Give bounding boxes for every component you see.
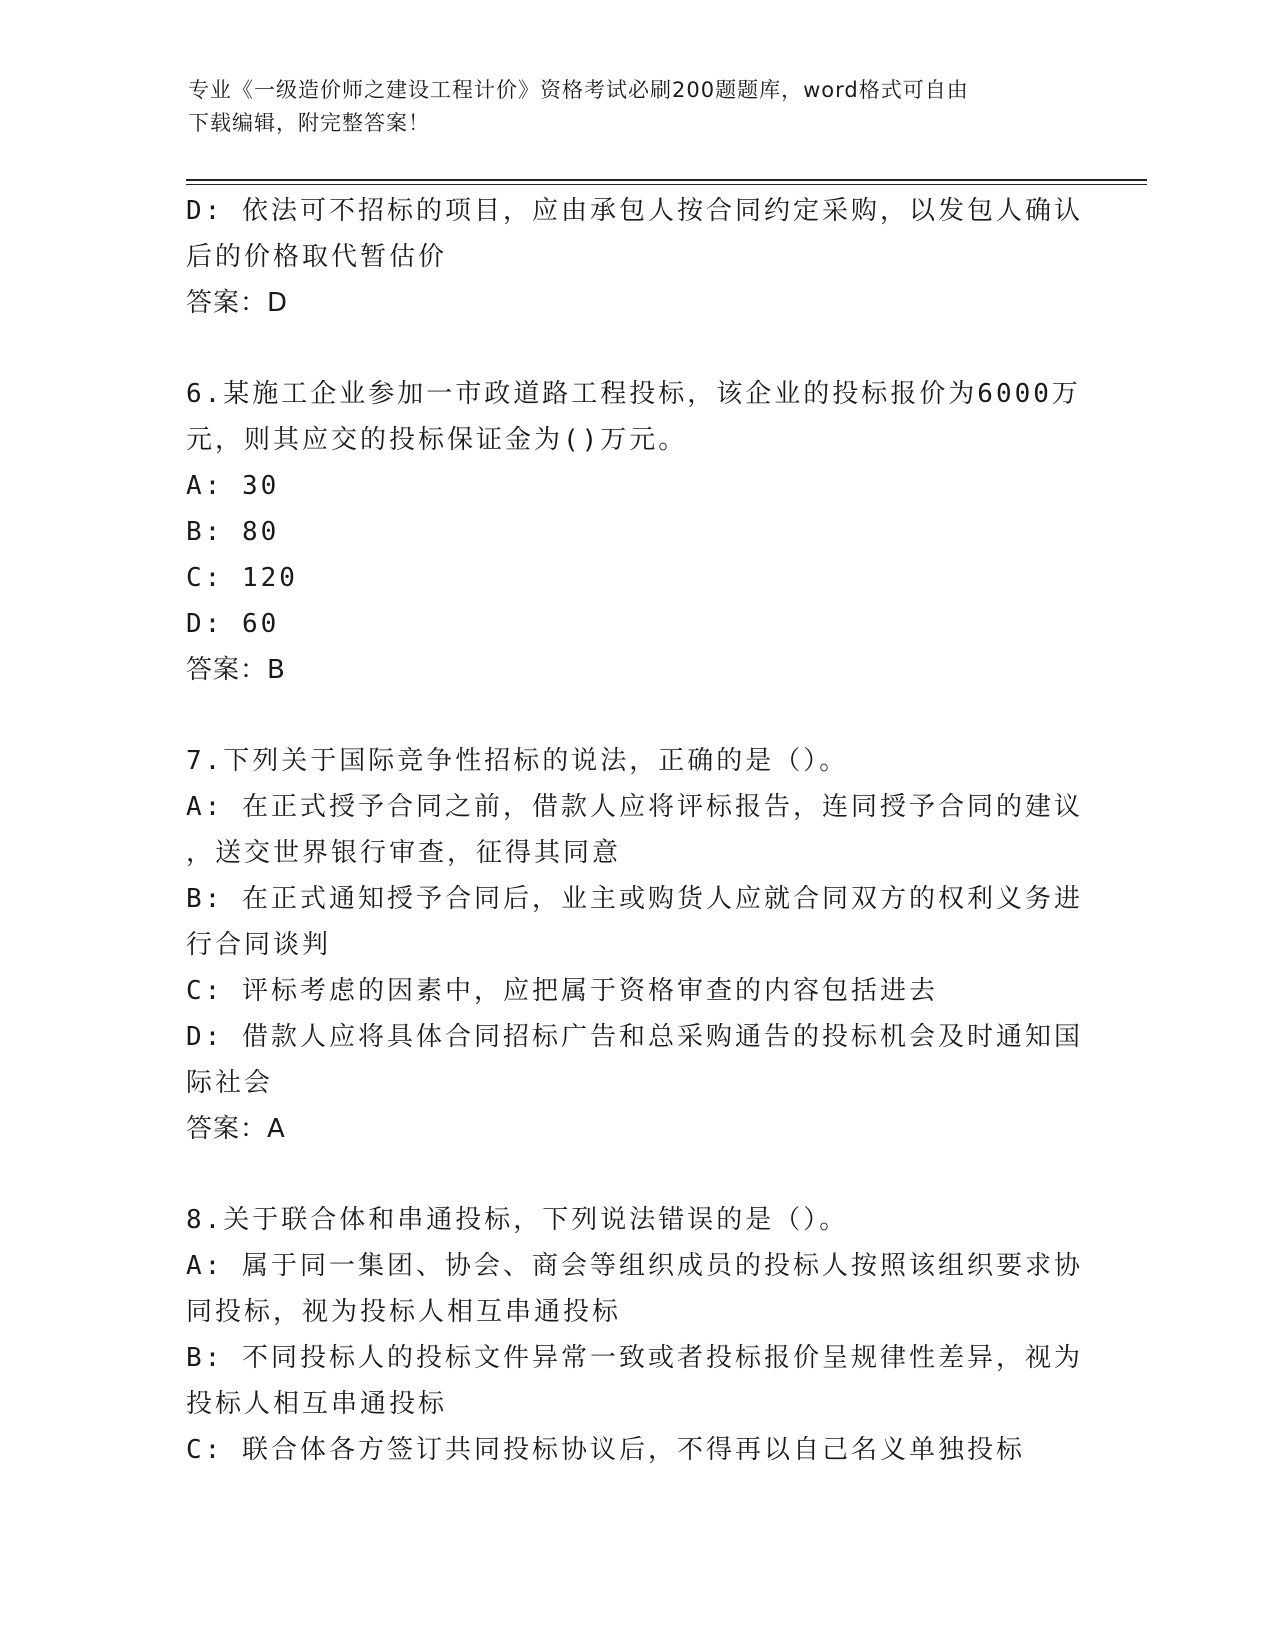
option-d-line-2: 际社会 xyxy=(186,1068,274,1098)
option-c: C: 联合体各方签订共同投标协议后，不得再以自己名义单独投标 xyxy=(186,1435,1025,1465)
answer-label: 答案：D xyxy=(186,288,289,318)
question-6 xyxy=(186,371,1081,693)
option-d: D: 60 xyxy=(186,609,280,639)
option-d-line-1: D: 借款人应将具体合同招标广告和总采购通告的投标机会及时通知国 xyxy=(186,1022,1083,1052)
option-d-line-2: 后的价格取代暂估价 xyxy=(186,242,448,272)
question-5-tail xyxy=(186,188,1083,326)
question-stem-line-1: 6.某施工企业参加一市政道路工程投标，该企业的投标报价为6000万 xyxy=(186,379,1081,409)
option-a: A: 30 xyxy=(186,471,280,501)
option-a-line-2: ，送交世界银行审查，征得其同意 xyxy=(186,838,622,868)
question-stem: 8.关于联合体和串通投标，下列说法错误的是（）。 xyxy=(186,1205,849,1235)
spacer xyxy=(186,326,1076,371)
question-content xyxy=(186,188,1083,1473)
page-header xyxy=(188,74,1068,140)
option-b-line-2: 行合同谈判 xyxy=(186,930,332,960)
option-b: B: 80 xyxy=(186,517,280,547)
option-c: C: 评标考虑的因素中，应把属于资格审查的内容包括进去 xyxy=(186,976,938,1006)
option-a-line-1: A: 在正式授予合同之前，借款人应将评标报告，连同授予合同的建议 xyxy=(186,792,1083,822)
option-b-line-1: B: 在正式通知授予合同后，业主或购货人应就合同双方的权利义务进 xyxy=(186,884,1083,914)
question-stem: 7.下列关于国际竞争性招标的说法，正确的是（）。 xyxy=(186,746,849,776)
header-rule-thin xyxy=(186,184,1147,185)
option-d-line-1: D: 依法可不招标的项目，应由承包人按合同约定采购，以发包人确认 xyxy=(186,196,1083,226)
answer-label: 答案：A xyxy=(186,1114,286,1144)
option-b-line-2: 投标人相互串通投标 xyxy=(186,1389,448,1419)
option-c: C: 120 xyxy=(186,563,298,593)
spacer xyxy=(186,1152,1076,1197)
header-line-1: 专业《一级造价师之建设工程计价》资格考试必刷200题题库，word格式可自由 xyxy=(188,78,969,102)
header-line-2: 下载编辑，附完整答案！ xyxy=(188,111,430,135)
spacer xyxy=(186,693,1076,738)
question-stem-line-2: 元，则其应交的投标保证金为()万元。 xyxy=(186,425,688,455)
question-8 xyxy=(186,1197,1083,1473)
option-a-line-1: A: 属于同一集团、协会、商会等组织成员的投标人按照该组织要求协 xyxy=(186,1251,1083,1281)
option-a-line-2: 同投标，视为投标人相互串通投标 xyxy=(186,1297,622,1327)
header-rule-thick xyxy=(186,179,1147,181)
option-b-line-1: B: 不同投标人的投标文件异常一致或者投标报价呈规律性差异，视为 xyxy=(186,1343,1083,1373)
answer-label: 答案：B xyxy=(186,655,286,685)
question-7 xyxy=(186,738,1083,1152)
